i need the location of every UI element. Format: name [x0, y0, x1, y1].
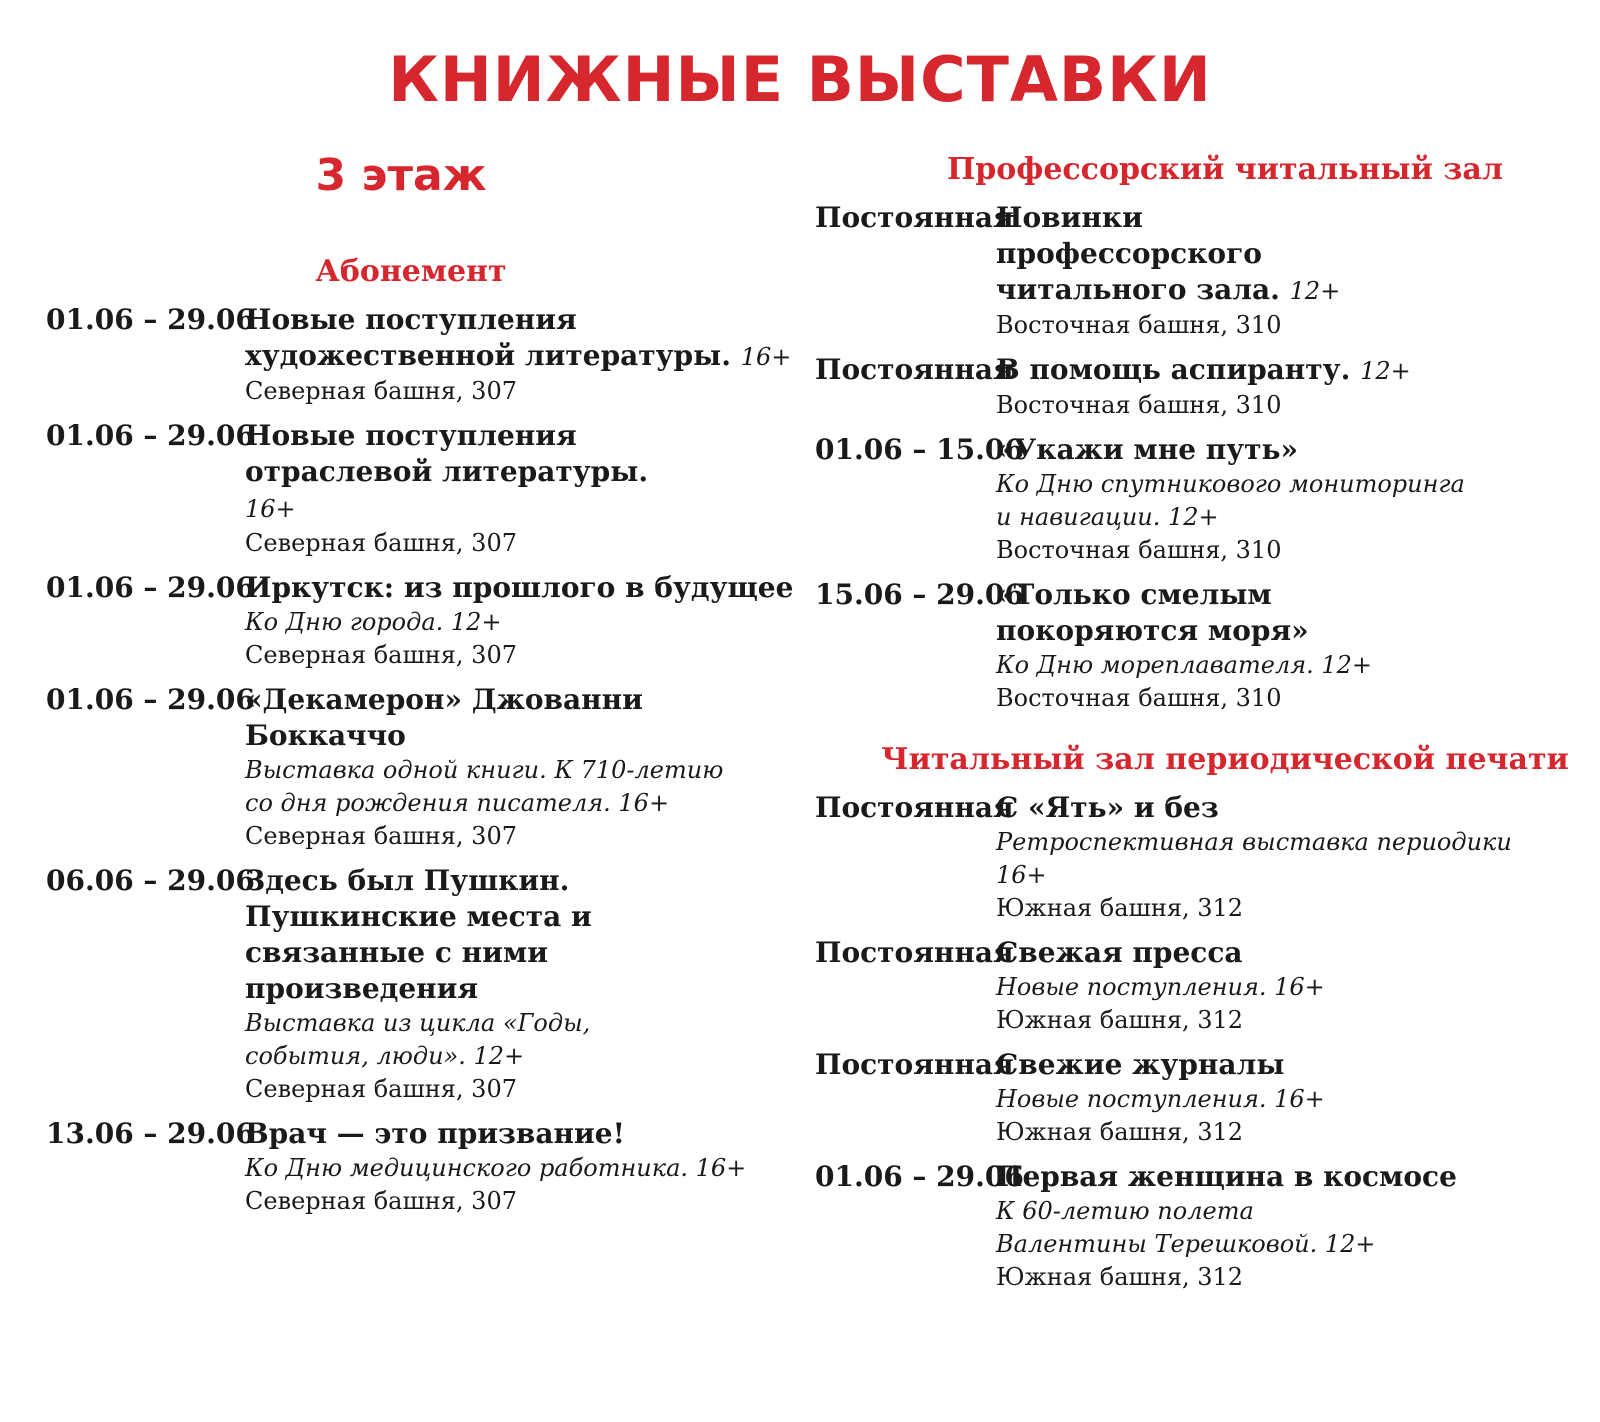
entry-title: Иркутск: из прошлого в будущее: [245, 571, 794, 604]
entry-title: Первая женщина в космосе: [996, 1160, 1457, 1193]
entry-note: Выставка из цикла «Годы, события, люди». 12+: [245, 1009, 591, 1070]
entry-date: 01.06 – 29.06: [46, 419, 255, 452]
entry-date: 01.06 – 29.06: [46, 571, 255, 604]
entry-note: Ко Дню города. 12+: [245, 608, 502, 636]
entry-note: Новые поступления. 16+: [996, 1085, 1325, 1113]
entry-title: Свежая пресса: [996, 936, 1243, 969]
section-title: Профессорский читальный зал: [946, 152, 1504, 187]
entry-location: Восточная башня, 310: [996, 536, 1282, 564]
entry-title: Свежие журналы: [996, 1048, 1285, 1081]
entry-date: 06.06 – 29.06: [46, 864, 255, 897]
exhibition-entry: [46, 418, 806, 560]
entry-date: 01.06 – 29.06: [46, 303, 255, 336]
section-title: Читальный зал периодической печати: [881, 742, 1569, 777]
entry-title: «Укажи мне путь»: [996, 433, 1299, 466]
exhibition-entry: [46, 682, 806, 853]
floor-title: 3 этаж: [315, 150, 487, 201]
age-rating: 16+: [740, 343, 792, 371]
exhibition-entry: [46, 1116, 806, 1218]
page-title: КНИЖНЫЕ ВЫСТАВКИ: [388, 43, 1212, 116]
entry-location: Южная башня, 312: [996, 894, 1244, 922]
entry-date: Постоянная: [815, 936, 1014, 969]
section-abonement: [46, 252, 806, 1228]
entry-note: Новые поступления. 16+: [996, 973, 1325, 1001]
section-periodicals-hall: [815, 740, 1575, 1304]
section-title: Абонемент: [315, 254, 507, 289]
entry-note: Выставка одной книги. К 710-летию со дня рождения писателя. 16+: [245, 756, 724, 817]
entry-date: 01.06 – 29.06: [46, 683, 255, 716]
exhibition-entry: [815, 1159, 1575, 1294]
entry-note: Ко Дню медицинского работника. 16+: [245, 1154, 747, 1182]
exhibition-entry: [815, 790, 1575, 925]
exhibition-entry: [815, 352, 1575, 422]
exhibition-entry: [46, 302, 806, 408]
entry-title-text: Новые поступления художественной литературы.: [245, 303, 731, 372]
entry-title: «Декамерон» Джованни Боккаччо: [245, 683, 643, 752]
entry-date: 13.06 – 29.06: [46, 1117, 255, 1150]
entry-title-text: Новинки профессорского читального зала.: [996, 201, 1280, 306]
entry-date: 01.06 – 29.06: [815, 1160, 1024, 1193]
entry-title: [996, 200, 1416, 309]
entry-location: Восточная башня, 310: [996, 391, 1282, 419]
entry-location: Восточная башня, 310: [996, 311, 1282, 339]
entry-note: К 60-летию полета Валентины Терешковой. 12+: [996, 1197, 1376, 1258]
entry-note: Ко Дню спутникового мониторинга и навигации. 12+: [996, 470, 1465, 531]
entry-location: Северная башня, 307: [245, 1187, 517, 1215]
entry-title: [245, 302, 806, 375]
entry-date: 01.06 – 15.06: [815, 433, 1024, 466]
entry-location: Южная башня, 312: [996, 1006, 1244, 1034]
age-rating: 12+: [1289, 277, 1341, 305]
entry-location: Северная башня, 307: [245, 1075, 517, 1103]
entry-location: Северная башня, 307: [245, 529, 517, 557]
entry-note: Ко Дню мореплавателя. 12+: [996, 651, 1373, 679]
entry-location: Северная башня, 307: [245, 377, 517, 405]
entry-date: Постоянная: [815, 353, 1014, 386]
entry-location: Восточная башня, 310: [996, 684, 1282, 712]
entry-date: Постоянная: [815, 1048, 1014, 1081]
exhibition-entry: [815, 1047, 1575, 1149]
entry-location: Южная башня, 312: [996, 1118, 1244, 1146]
exhibition-entry: [815, 577, 1575, 715]
entry-location: Северная башня, 307: [245, 822, 517, 850]
entry-title-text: Новые поступления отраслевой литературы.: [245, 419, 649, 488]
entry-title: [996, 352, 1575, 389]
exhibition-entry: [46, 863, 806, 1106]
entry-date: Постоянная: [815, 791, 1014, 824]
age-rating: 12+: [1360, 357, 1411, 385]
exhibition-entry: [815, 432, 1575, 567]
age-rating: 16+: [245, 495, 296, 523]
entry-date: Постоянная: [815, 201, 1014, 234]
entry-note: Ретроспективная выставка периодики 16+: [996, 828, 1512, 889]
entry-title-text: В помощь аспиранту.: [996, 353, 1351, 386]
entry-title: Здесь был Пушкин. Пушкинские места и связанные с ними произведения: [245, 864, 592, 1005]
entry-location: Северная башня, 307: [245, 641, 517, 669]
entry-title: С «Ять» и без: [996, 791, 1219, 824]
entry-title: «Только смелым покоряются моря»: [996, 578, 1309, 647]
entry-title: [245, 418, 665, 527]
exhibition-entry: [815, 935, 1575, 1037]
section-professor-hall: [815, 150, 1575, 725]
entry-date: 15.06 – 29.06: [815, 578, 1024, 611]
exhibition-entry: [815, 200, 1575, 342]
entry-title: Врач — это призвание!: [245, 1117, 625, 1150]
exhibition-entry: [46, 570, 806, 672]
entry-location: Южная башня, 312: [996, 1263, 1244, 1291]
